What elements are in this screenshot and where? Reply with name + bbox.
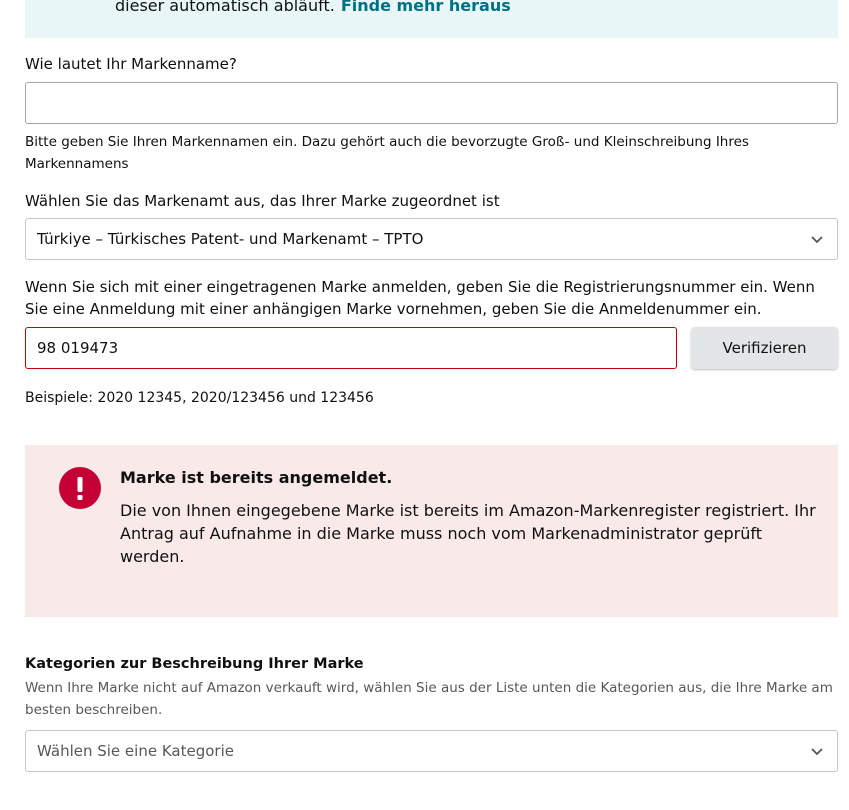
- registration-label: Wenn Sie sich mit einer eingetragenen Marke anmelden, geben Sie die Registrierungsnummer ein. Wenn Sie eine Anmeldung mit einer anhängigen Marke vornehmen, geben Sie die Anmeldenummer ein.: [25, 278, 815, 318]
- category-placeholder: Wählen Sie eine Kategorie: [37, 742, 234, 760]
- category-select[interactable]: [25, 730, 838, 772]
- brand-registered-alert: [25, 445, 838, 617]
- trademark-office-select[interactable]: [25, 218, 838, 260]
- registration-examples: Beispiele: 2020 12345, 2020/123456 und 123456: [25, 390, 374, 406]
- exclamation-icon: [59, 467, 101, 509]
- chevron-down-icon: [809, 231, 825, 247]
- info-banner-message: dieser automatisch abläuft.: [115, 0, 335, 15]
- verify-button[interactable]: Verifizieren: [691, 327, 838, 369]
- learn-more-link[interactable]: Finde mehr heraus: [340, 0, 511, 15]
- alert-title: Marke ist bereits angemeldet.: [120, 468, 393, 487]
- info-banner-text: [115, 0, 511, 17]
- trademark-office-label: Wählen Sie das Markenamt aus, das Ihrer Marke zugeordnet ist: [25, 192, 500, 210]
- categories-helper: Wenn Ihre Marke nicht auf Amazon verkauft wird, wählen Sie aus der Liste unten die Kategorien aus, die Ihre Marke am besten beschreiben.: [25, 680, 833, 718]
- brand-name-helper: Bitte geben Sie Ihren Markennamen ein. Dazu gehört auch die bevorzugte Groß- und Kleinschreibung Ihres Markennamens: [25, 134, 749, 172]
- trademark-office-value: Türkiye – Türkisches Patent- und Markenamt – TPTO: [37, 230, 424, 248]
- brand-name-input[interactable]: [25, 82, 838, 124]
- info-banner: [25, 0, 838, 38]
- alert-message: Die von Ihnen eingegebene Marke ist bereits im Amazon-Markenregister registriert. Ihr Antrag auf Aufnahme in die Marke muss noch vom Markenadministrator geprüft werden.: [120, 501, 816, 566]
- brand-name-label: Wie lautet Ihr Markenname?: [25, 55, 237, 73]
- chevron-down-icon: [809, 743, 825, 759]
- categories-title: Kategorien zur Beschreibung Ihrer Marke: [25, 656, 364, 672]
- registration-number-input[interactable]: [25, 327, 677, 369]
